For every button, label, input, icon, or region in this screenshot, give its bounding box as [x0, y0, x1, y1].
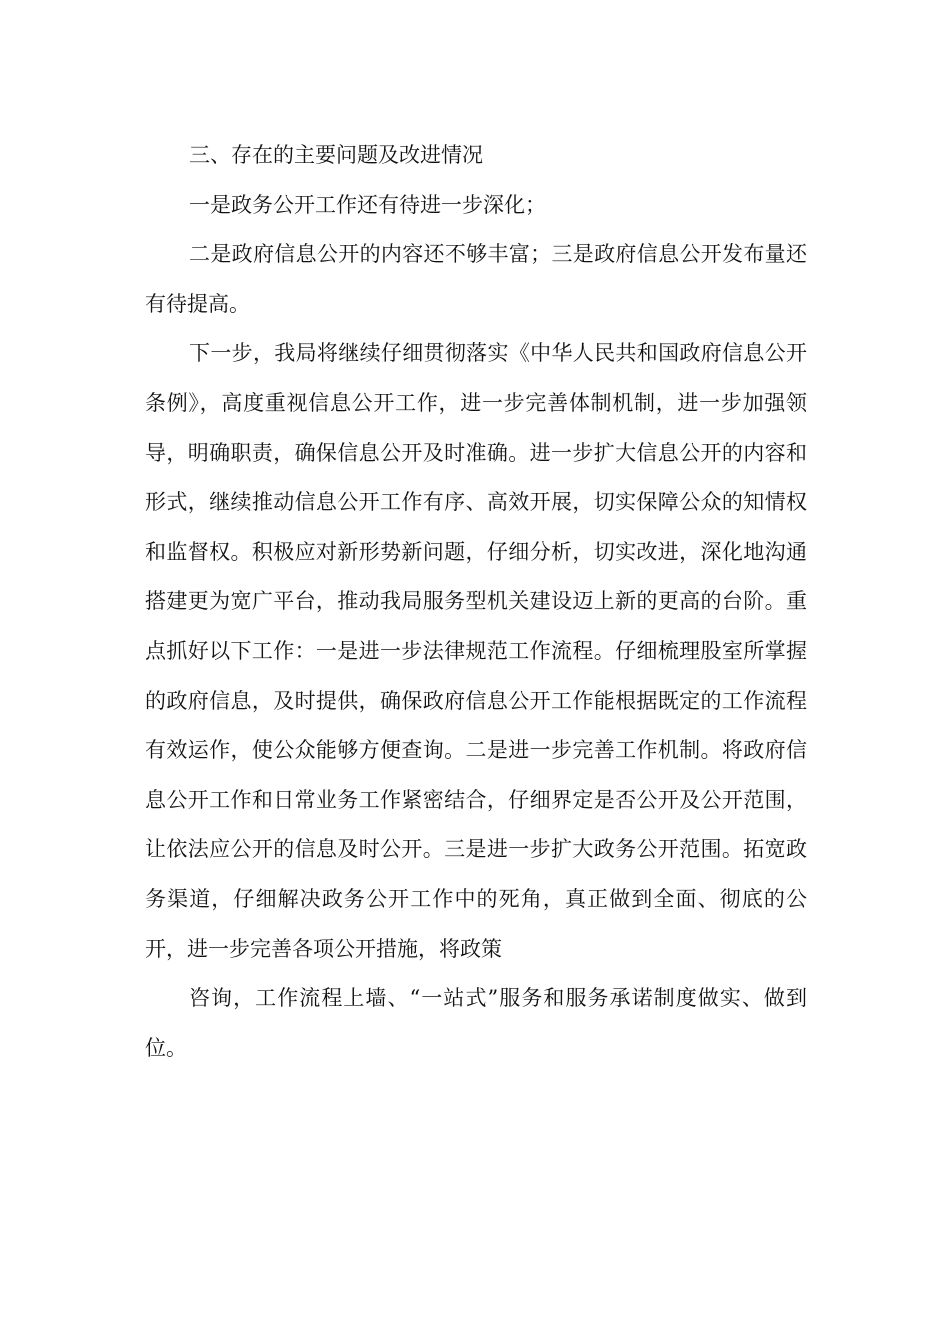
section-heading: 三、存在的主要问题及改进情况 [189, 143, 483, 167]
paragraph: 二是政府信息公开的内容还不够丰富；三是政府信息公开发布量还有待提高。 [145, 242, 807, 316]
paragraph: 咨询，工作流程上墙、“一站式”服务和服务承诺制度做实、做到位。 [145, 986, 807, 1060]
document-body [145, 131, 807, 1073]
paragraph: 一是政务公开工作还有待进一步深化； [189, 192, 546, 217]
paragraph: 下一步，我局将继续仔细贯彻落实《中华人民共和国政府信息公开条例》，高度重视信息公开工作，进一步完善体制机制，进一步加强领导，明确职责，确保信息公开及时准确。进一步扩大信息公开的内容和形式，继续推动信息公开工作有序、高效开展，切实保障公众的知情权和监督权。积极应对新形势新问题，仔细分析，切实改进，深化地沟通搭建更为宽广平台，推动我局服务型机关建设迈上新的更高的台阶。重点抓好以下工作：一是进一步法律规范工作流程。仔细梳理股室所掌握的政府信息，及时提供，确保政府信息公开工作能根据既定的工作流程有效运作，使公众能够方便查询。二是进一步完善工作机制。将政府信息公开工作和日常业务工作紧密结合，仔细界定是否公开及公开范围，让依法应公开的信息及时公开。三是进一步扩大政务公开范围。拓宽政务渠道，仔细解决政务公开工作中的死角，真正做到全面、彻底的公开，进一步完善各项公开措施，将政策 [145, 341, 807, 961]
